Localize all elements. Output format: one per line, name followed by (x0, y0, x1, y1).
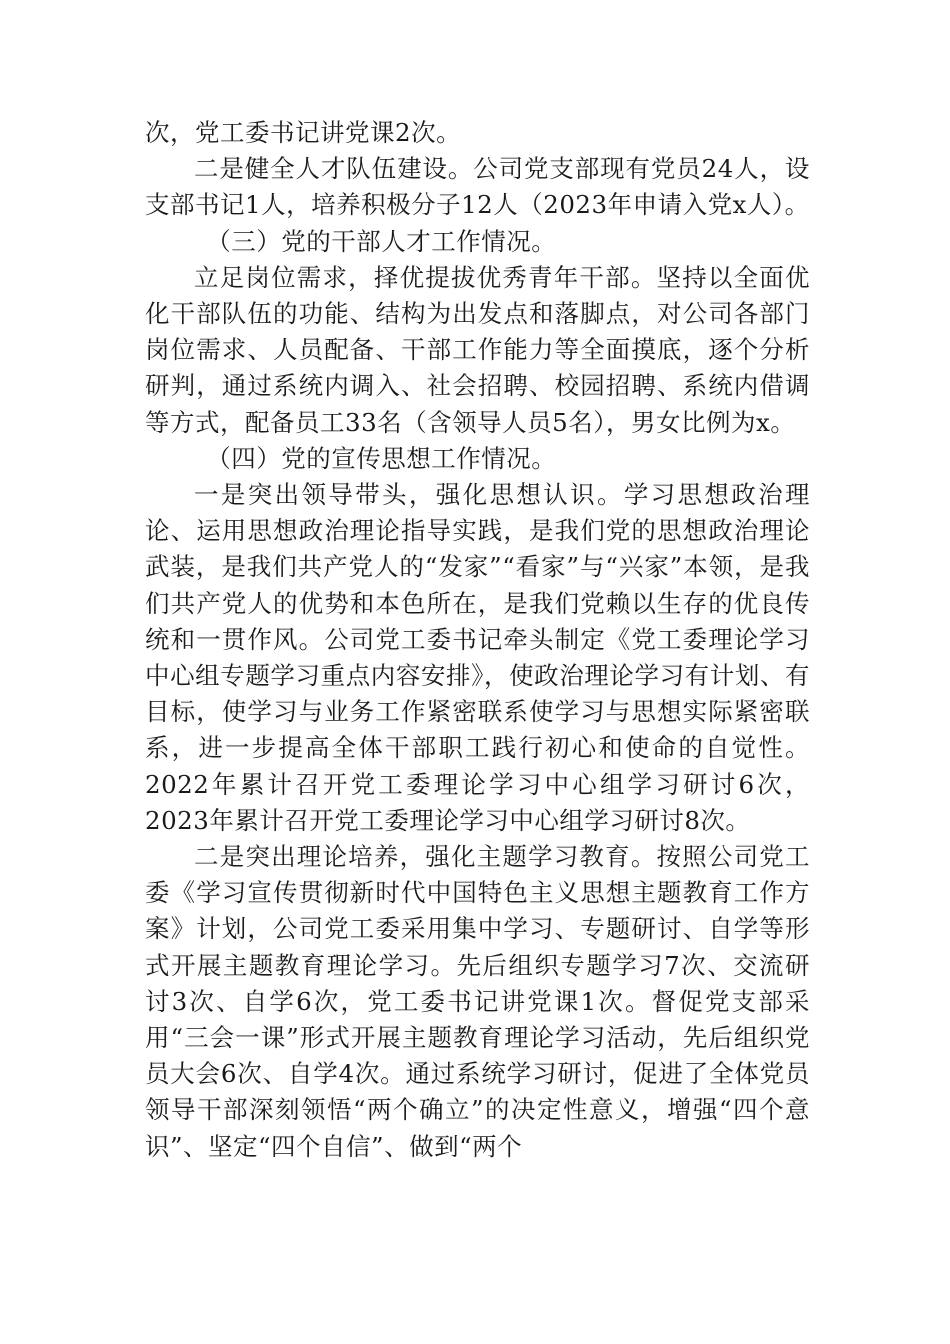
paragraph-continuation: 次，党工委书记讲党课2次。 (145, 118, 462, 147)
paragraph-leadership: 一是突出领导带头，强化思想认识。学习思想政治理论、运用思想政治理论指导实践，是我们党的思想政治理论武装，是我们共产党人的“发家”“看家”与“兴家”本领，是我们共产党人的优势和本色所在，是我们党赖以生存的优良传统和一贯作风。公司党工委书记牵头制定《党工委理论学习中心组专题学习重点内容安排》，使政治理论学习有计划、有目标，使学习与业务工作紧密联系使学习与思想实际紧密联系，进一步提高全体干部职工践行初心和使命的自觉性。2022年累计召开党工委理论学习中心组学习研讨6次，2023年累计召开党工委理论学习中心组学习研讨8次。 (145, 480, 810, 835)
document-body (145, 115, 810, 1165)
paragraph-cadre-selection: 立足岗位需求，择优提拔优秀青年干部。坚持以全面优化干部队伍的功能、结构为出发点和落脚点，对公司各部门岗位需求、人员配备、干部工作能力等全面摸底，逐个分析研判，通过系统内调入、社会招聘、校园招聘、系统内借调等方式，配备员工33名（含领导人员5名），男女比例为x。 (145, 262, 810, 437)
paragraph-theory-study: 二是突出理论培养，强化主题学习教育。按照公司党工委《学习宣传贯彻新时代中国特色主义思想主题教育工作方案》计划，公司党工委采用集中学习、专题研讨、自学等形式开展主题教育理论学习。先后组织专题学习7次、交流研讨3次、自学6次，党工委书记讲党课1次。督促党支部采用“三会一课”形式开展主题教育理论学习活动，先后组织党员大会6次、自学4次。通过系统学习研讨，促进了全体党员领导干部深刻领悟“两个确立”的决定性意义，增强“四个意识”、坚定“四个自信”、做到“两个 (145, 842, 810, 1161)
section-heading-3: （三）党的干部人才工作情况。 (206, 226, 557, 256)
paragraph-talent-team: 二是健全人才队伍建设。公司党支部现有党员24人，设支部书记1人，培养积极分子12人（2023年申请入党x人）。 (145, 154, 810, 220)
section-heading-4: （四）党的宣传思想工作情况。 (206, 443, 557, 473)
